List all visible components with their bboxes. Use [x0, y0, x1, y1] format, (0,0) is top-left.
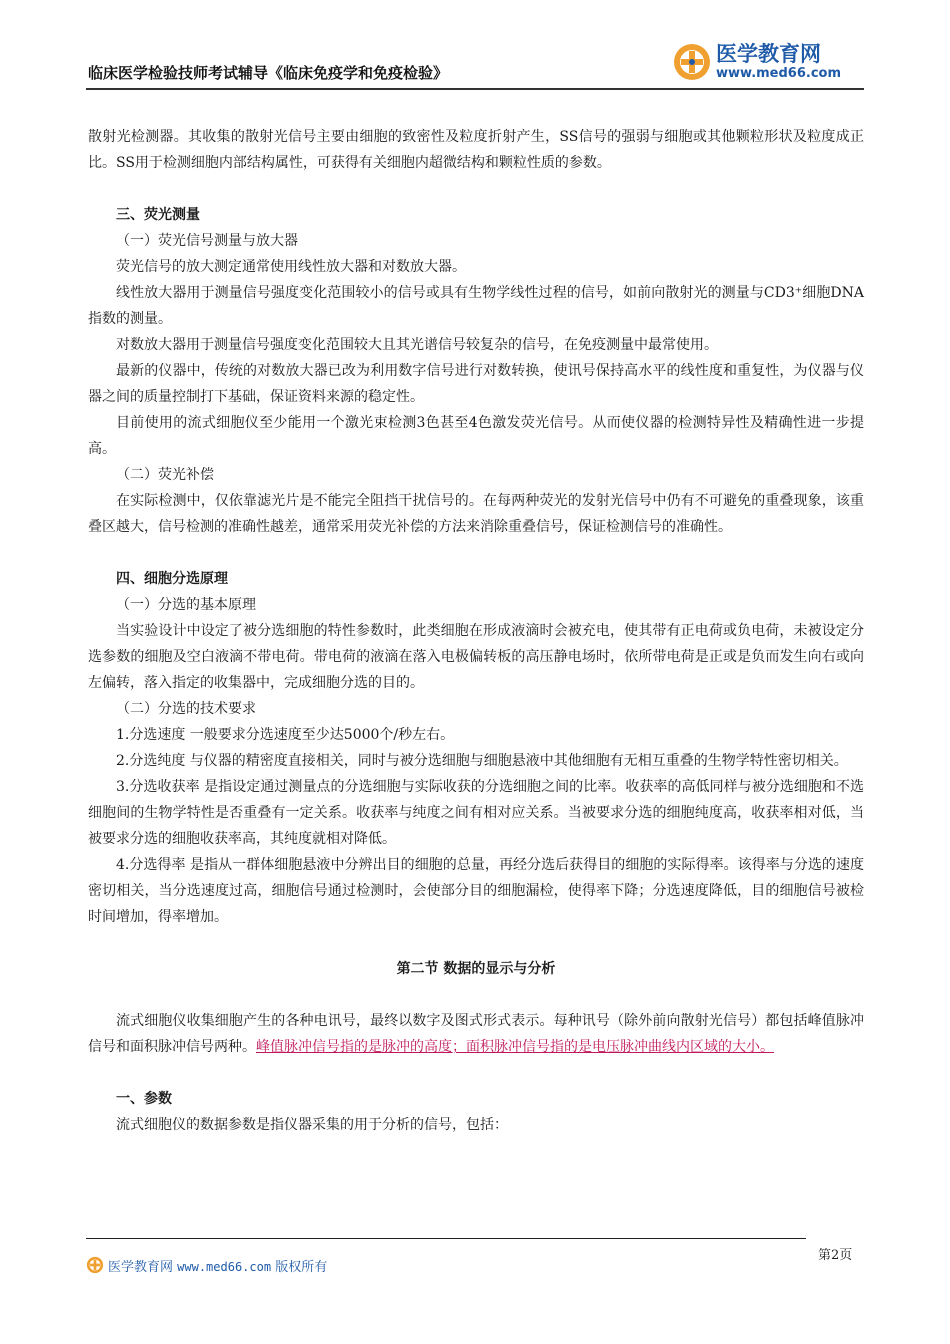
paragraph-intro: 散射光检测器。其收集的散射光信号主要由细胞的致密性及粒度折射产生，SS信号的强弱与细胞或其他颗粒形状及粒度成正比。SS用于检测细胞内部结构属性，可获得有关细胞内超微结构和颗粒性质的参数。	[88, 129, 864, 171]
med66-logo-icon	[86, 1256, 104, 1274]
paragraph-text: 流式细胞仪收集细胞产生的各种电讯号，最终以数字及图式形式表示。每种讯号（除外前向散射光信号）都包括峰值脉冲信号和面积脉冲信号两种。	[88, 1013, 864, 1055]
logo-site-url: www.med66.com	[716, 66, 842, 81]
med66-logo-icon	[672, 42, 712, 82]
paragraph: 对数放大器用于测量信号强度变化范围较大且其光谱信号较复杂的信号，在免疫测量中最常使用。	[116, 337, 718, 353]
paragraph: 在实际检测中，仅依靠滤光片是不能完全阻挡干扰信号的。在每两种荧光的发射光信号中仍有不可避免的重叠现象，该重叠区越大，信号检测的准确性越差，通常采用荧光补偿的方法来消除重叠信号，保证检测信号的准确性。	[88, 493, 864, 535]
subheading-compensation: （二）荧光补偿	[116, 467, 214, 483]
list-item: 1.分选速度 一般要求分选速度至少达5000个/秒左右。	[116, 727, 455, 743]
page-number: 第2页	[818, 1248, 853, 1263]
paragraph: 当实验设计中设定了被分选细胞的特性参数时，此类细胞在形成液滴时会被充电，使其带有正电荷或负电荷，未被设定分选参数的细胞及空白液滴不带电荷。带电荷的液滴在落入电极偏转板的高压静电场时，依所带电荷是正或是负而发生向右或向左偏转，落入指定的收集器中，完成细胞分选的目的。	[88, 623, 864, 691]
list-item: 2.分选纯度 与仪器的精密度直接相关，同时与被分选细胞与细胞悬液中其他细胞有无相互重叠的生物学特性密切相关。	[116, 753, 848, 769]
chapter-section-title: 第二节 数据的显示与分析	[396, 961, 556, 977]
subheading-sorting-principle: （一）分选的基本原理	[116, 597, 256, 613]
footer-divider	[86, 1238, 806, 1239]
highlighted-text: 峰值脉冲信号指的是脉冲的高度；面积脉冲信号指的是电压脉冲曲线内区域的大小。	[256, 1039, 774, 1055]
paragraph-data-display	[88, 1008, 864, 1060]
list-item: 3.分选收获率 是指设定通过测量点的分选细胞与实际收获的分选细胞之间的比率。收获率的高低同样与被分选细胞和不选细胞间的生物学特性是否重叠有一定关系。收获率与纯度之间有相对应关系。当被要求分选的细胞纯度高，收获率相对低，当被要求分选的细胞收获率高，其纯度就相对降低。	[88, 779, 864, 847]
subheading-sorting-requirements: （二）分选的技术要求	[116, 701, 256, 717]
footer-url[interactable]: www.med66.com	[177, 1260, 272, 1274]
document-body	[88, 124, 864, 1138]
list-item: 4.分选得率 是指从一群体细胞悬液中分辨出目的细胞的总量，再经分选后获得目的细胞的实际得率。该得率与分选的速度密切相关，当分选速度过高，细胞信号通过检测时，会使部分目的细胞漏检，使得率下降；分选速度降低，目的细胞信号被检时间增加，得率增加。	[88, 857, 864, 925]
section-heading-sorting: 四、细胞分选原理	[116, 571, 228, 587]
footer-rights: 版权所有	[275, 1260, 328, 1275]
document-header-title: 临床医学检验技师考试辅导《临床免疫学和免疫检验》	[88, 64, 449, 82]
footer-text	[108, 1256, 327, 1275]
paragraph: 荧光信号的放大测定通常使用线性放大器和对数放大器。	[116, 259, 466, 275]
header-divider	[86, 88, 864, 90]
site-logo[interactable]	[672, 38, 872, 86]
subheading-signal-amplifier: （一）荧光信号测量与放大器	[116, 233, 298, 249]
paragraph: 流式细胞仪的数据参数是指仪器采集的用于分析的信号，包括：	[116, 1117, 508, 1133]
paragraph: 目前使用的流式细胞仪至少能用一个激光束检测3色甚至4色激发荧光信号。从而使仪器的检测特异性及精确性进一步提高。	[88, 415, 864, 457]
logo-site-name: 医学教育网	[716, 42, 821, 66]
paragraph: 线性放大器用于测量信号强度变化范围较小的信号或具有生物学线性过程的信号，如前向散射光的测量与CD3⁺细胞DNA指数的测量。	[88, 285, 864, 327]
section-heading-parameters: 一、参数	[116, 1091, 172, 1107]
section-heading-fluorescence: 三、荧光测量	[116, 207, 200, 223]
footer-brand-name: 医学教育网	[108, 1260, 174, 1275]
paragraph: 最新的仪器中，传统的对数放大器已改为利用数字信号进行对数转换，使讯号保持高水平的线性度和重复性，为仪器与仪器之间的质量控制打下基础，保证资料来源的稳定性。	[88, 363, 864, 405]
